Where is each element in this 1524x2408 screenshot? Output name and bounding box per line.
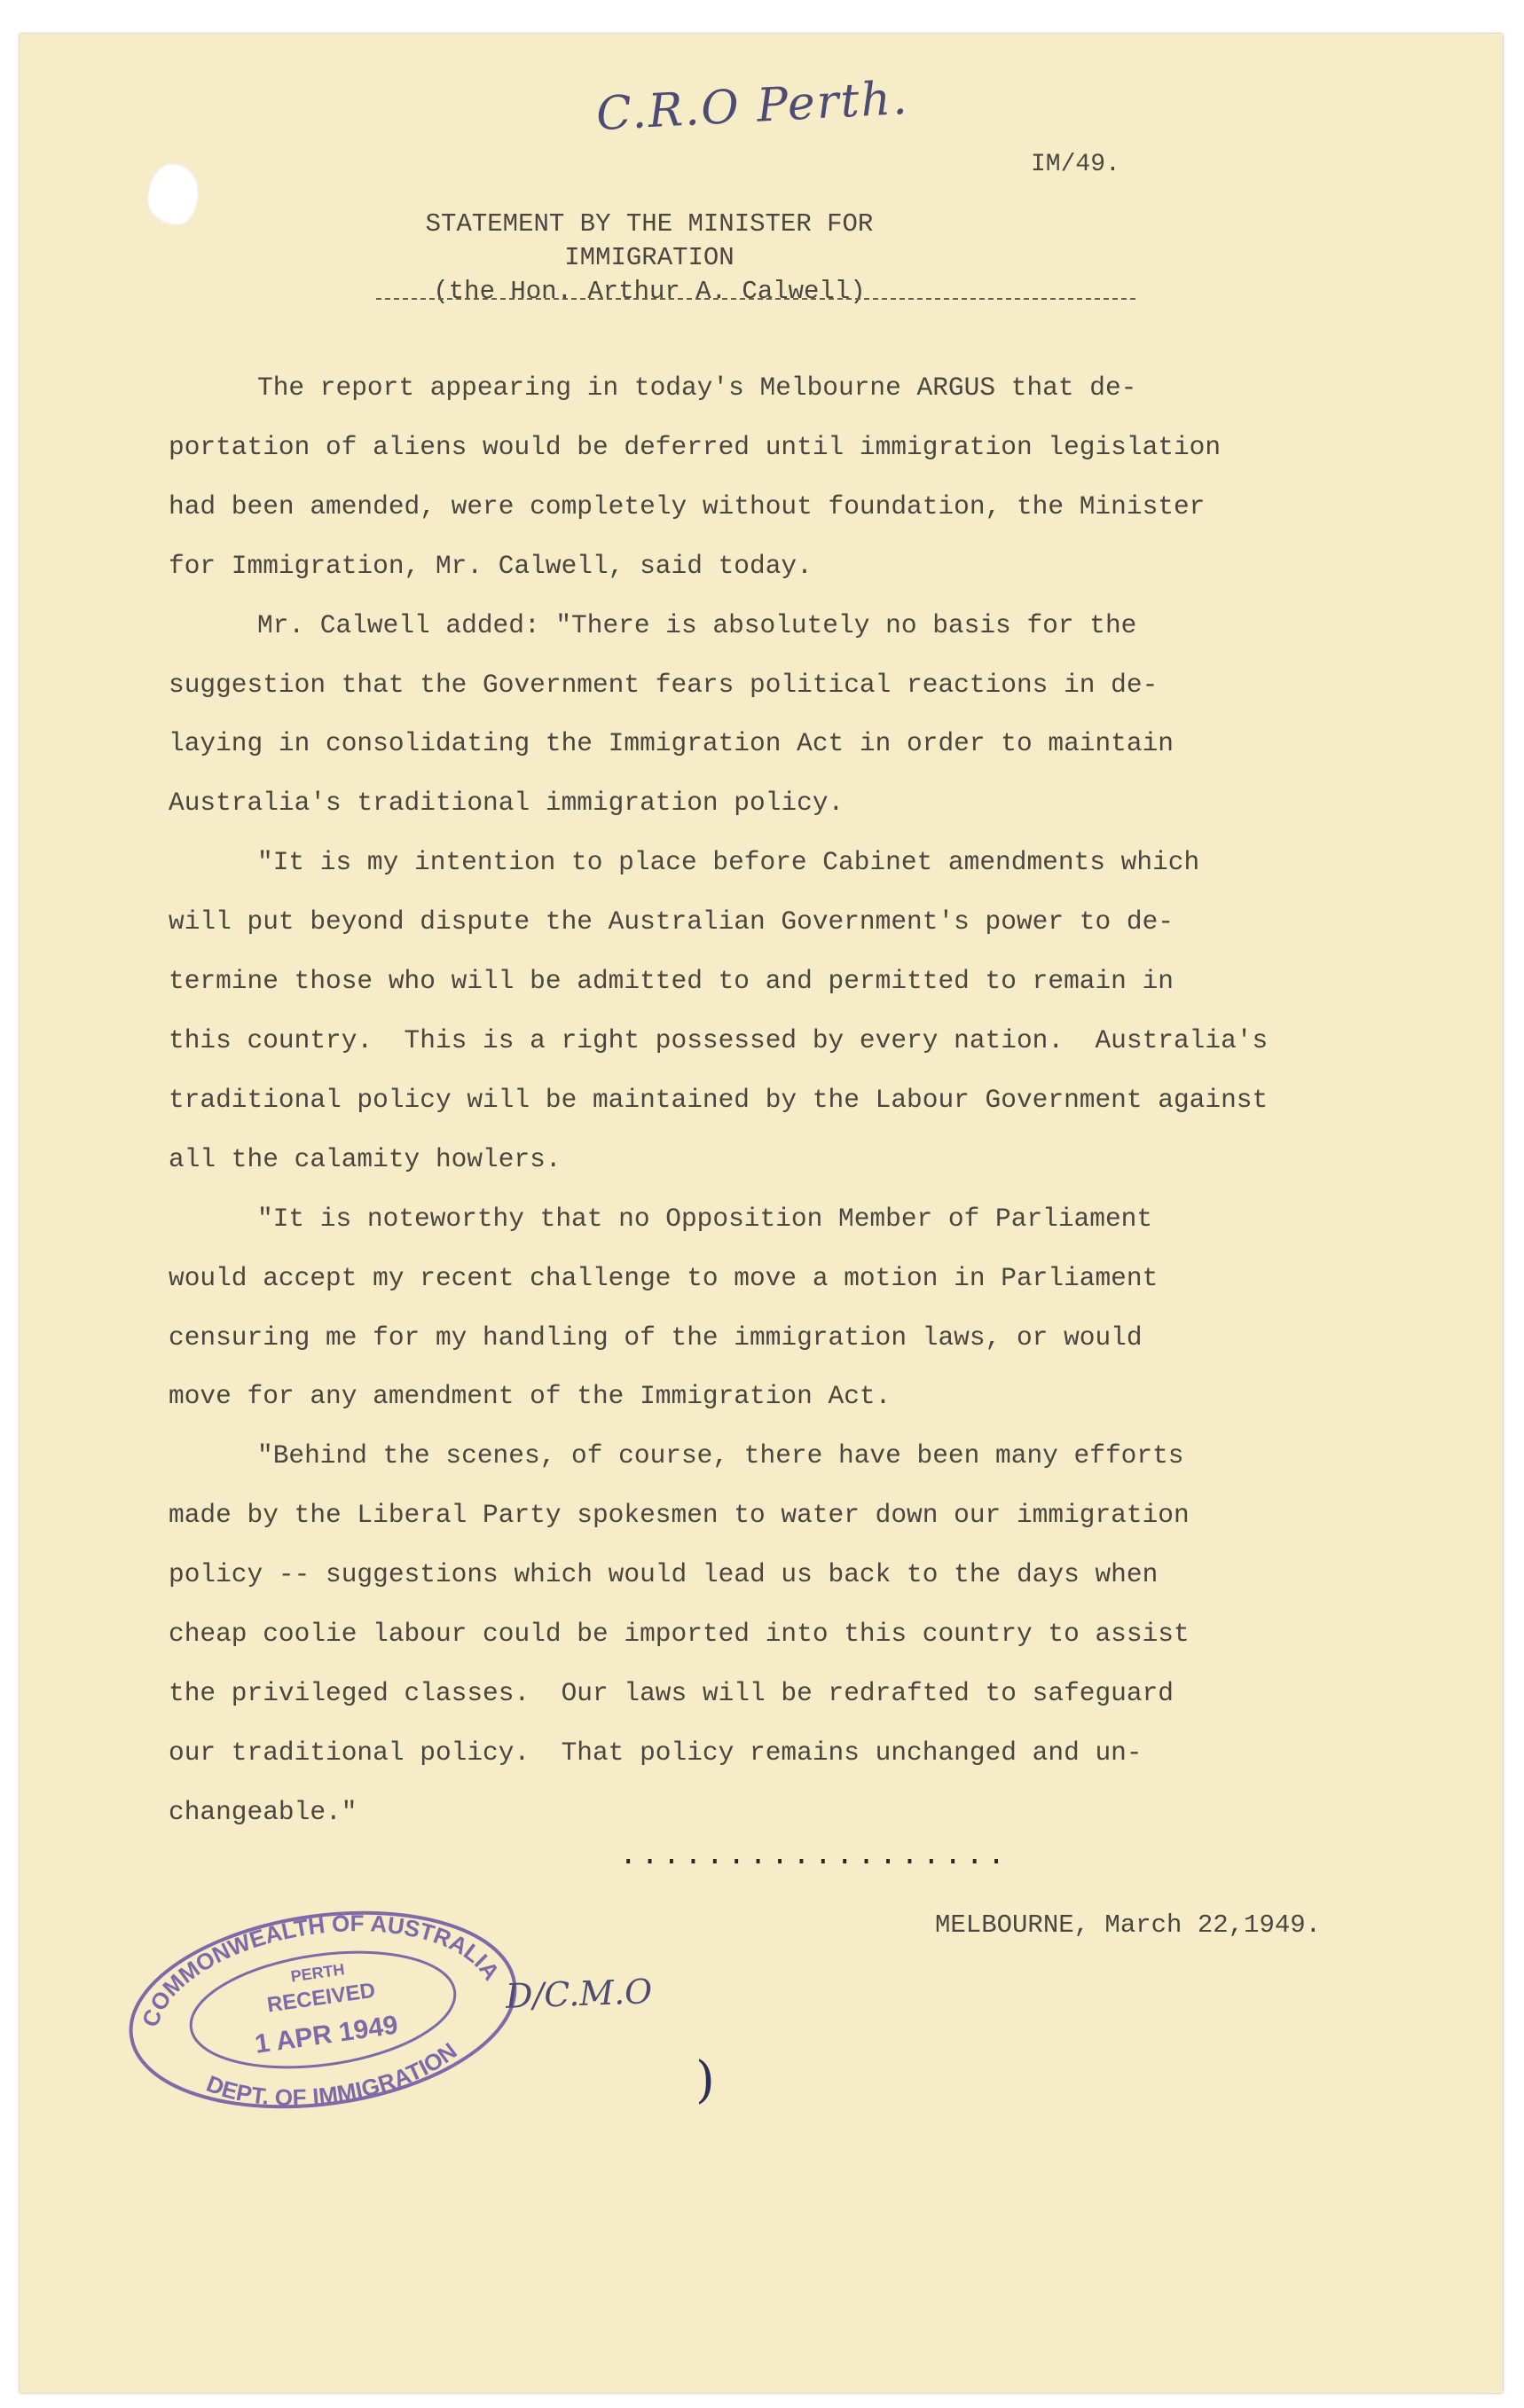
- reference-number: IM/49.: [1031, 151, 1120, 178]
- paragraph-1: The report appearing in today's Melbourne ARGUS that de- portation of aliens would be deferred until immigration legislation had been amended, were completely without foundation, the Minister for Immigration, Mr. Calwell, said today.: [169, 373, 1222, 581]
- separator-dots: ..................: [619, 1839, 1009, 1873]
- stamp-outer-bottom: DEPT. OF IMMIGRATION: [202, 2036, 462, 2111]
- stamp-city: PERTH: [289, 1960, 346, 1986]
- paper-tear-mark: [147, 163, 199, 225]
- paragraph-4: "It is noteworthy that no Opposition Member of Parliament would accept my recent challenge to move a motion in Parliament censuring me for my handling of the immigration laws, or would move for any amendment of the Immigration Act.: [169, 1203, 1159, 1412]
- document-page: [20, 34, 1503, 2393]
- handwritten-mark: ): [695, 2051, 715, 2109]
- stamp-received: RECEIVED: [265, 1978, 377, 2018]
- paragraph-2: Mr. Calwell added: "There is absolutely no basis for the suggestion that the Government fears political reactions in de- laying in consolidating the Immigration Act in order to maintain Australia's traditional immigration policy.: [169, 609, 1174, 819]
- stamp-outer-top: COMMONWEALTH OF AUSTRALIA: [137, 1910, 506, 2030]
- stamp-date: 1 APR 1949: [253, 2010, 400, 2059]
- statement-heading: [339, 208, 960, 309]
- paragraph-3: "It is my intention to place before Cabinet amendments which will put beyond dispute the Australian Government's power to de- termine those who will be admitted to and permitted to remain in this country. This is a right possessed by every nation. Australia's traditional policy will be maintained by the Labour Government against all the calamity howlers.: [169, 847, 1269, 1174]
- heading-underline: [376, 298, 1135, 300]
- heading-line-2: (the Hon. Arthur A. Calwell): [433, 277, 866, 306]
- place-and-date: MELBOURNE, March 22,1949.: [935, 1910, 1322, 1940]
- received-stamp: [119, 1905, 527, 2114]
- statement-body: [169, 358, 1428, 1842]
- paragraph-5: "Behind the scenes, of course, there have been many efforts made by the Liberal Party spokesmen to water down our immigration policy -- suggestions which would lead us back to the days when cheap coolie labour could be imported into this country to assist the privileged classes. Our laws will be redrafted to safeguard our traditional policy. That policy remains unchanged and un- changeable.": [169, 1440, 1190, 1827]
- heading-line-1: STATEMENT BY THE MINISTER FOR IMMIGRATION: [425, 209, 874, 272]
- handwritten-note-side: D/C.M.O: [505, 1972, 653, 2016]
- handwritten-note-top: C.R.O Perth.: [594, 71, 910, 142]
